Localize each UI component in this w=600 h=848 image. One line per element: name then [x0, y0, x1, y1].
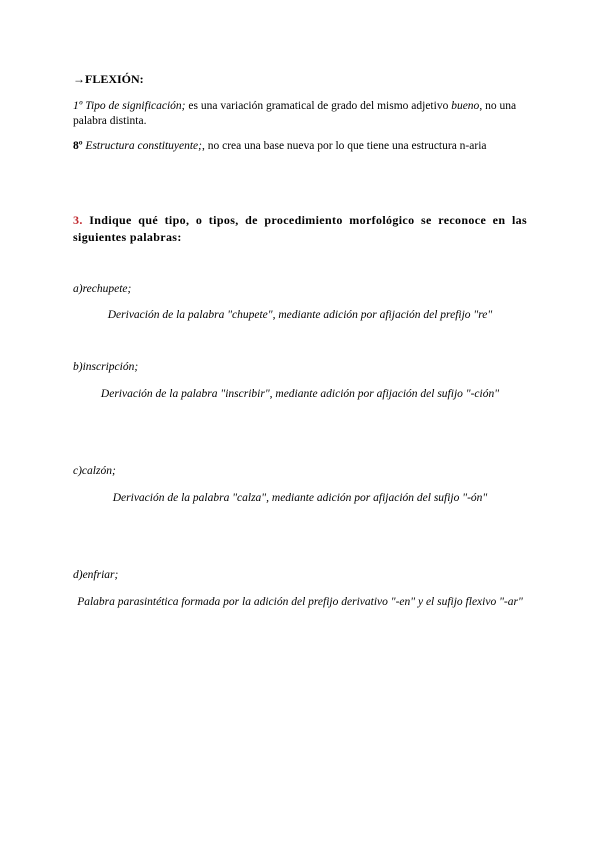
item-c-label: c)calzón; — [73, 465, 116, 477]
arrow-icon: → — [73, 72, 85, 86]
note-8-term: Estructura constituyente; — [85, 140, 202, 152]
item-d-answer: Palabra parasintética formada por la adición del prefijo derivativo "-en" y el sufijo flexivo "-ar" — [77, 596, 523, 608]
item-d-label: d)enfriar; — [73, 569, 119, 581]
item-a-label: a)rechupete; — [73, 283, 132, 295]
note-1-word: bueno — [451, 100, 480, 112]
note-1-marker: 1º — [73, 100, 83, 112]
note-1-term: Tipo de significación; — [85, 100, 186, 112]
item-b-answer: Derivación de la palabra "inscribir", mediante adición por afijación del sufijo "-ción" — [100, 388, 500, 400]
item-b-label: b)inscripción; — [73, 361, 139, 373]
flexion-note-1 — [73, 99, 533, 129]
item-c-answer: Derivación de la palabra "calza", mediante adición por afijación del sufijo "-ón" — [112, 492, 488, 504]
note-8-marker: 8º — [73, 140, 83, 152]
note-8-text-a: , no crea una base nueva por lo que tiene una estructura n-aria — [202, 140, 487, 152]
flexion-title: FLEXIÓN: — [85, 72, 144, 86]
item-a-answer: Derivación de la palabra "chupete", mediante adición por afijación del prefijo "re" — [107, 309, 493, 321]
flexion-heading — [73, 72, 144, 87]
note-1-text-b: , no una palabra distinta. — [73, 100, 517, 127]
question-text: Indique qué tipo, o tipos, de procedimiento morfológico se reconoce en las siguientes palabras: — [73, 213, 527, 244]
flexion-note-8 — [73, 139, 533, 154]
question-number: 3. — [73, 213, 83, 227]
note-1-text-a: es una variación gramatical de grado del mismo adjetivo — [185, 100, 452, 112]
question-3 — [73, 212, 527, 246]
